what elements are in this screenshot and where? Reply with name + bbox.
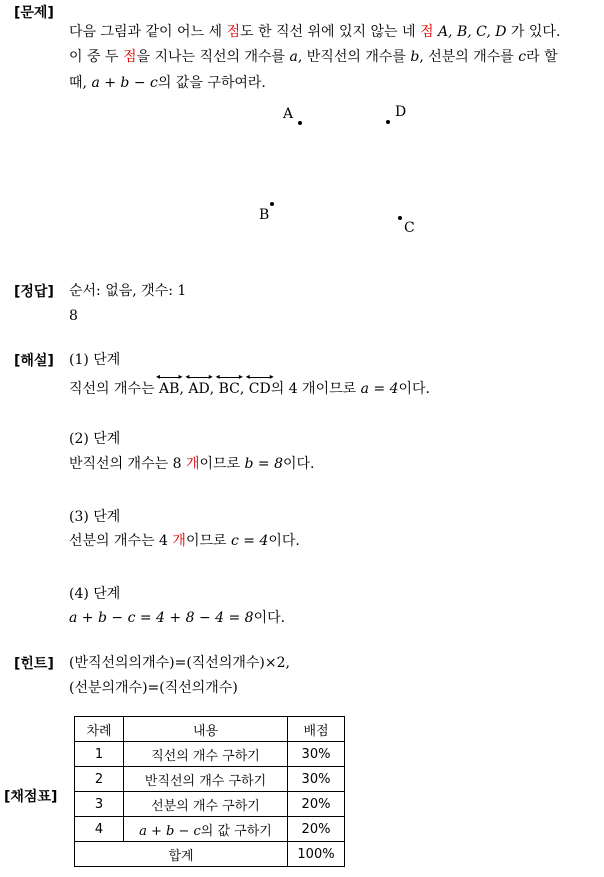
rubric-content: 선분의 개수 구하기: [124, 792, 288, 817]
rubric-num: 4: [75, 817, 124, 842]
point-d: [386, 120, 390, 124]
point-label-a: A: [283, 106, 294, 122]
line-cd: ◂ CD ▸: [245, 372, 274, 397]
point-b: [270, 202, 274, 206]
rubric-num: 3: [75, 792, 124, 817]
step4-title: (4) 단계: [69, 586, 121, 602]
point-label-b: B: [259, 207, 270, 223]
rubric-score: 20%: [288, 817, 345, 842]
hint-line-1: (반직선의의개수)=(직선의개수)×2,: [69, 655, 290, 671]
step3-text: 선분의 개수는 4 개이므로 c = 4이다.: [69, 533, 300, 549]
rubric-row: [75, 742, 345, 767]
rubric-row: [75, 792, 345, 817]
problem-line-3: 때, a + b − c의 값을 구하여라.: [69, 75, 266, 91]
step2-title: (2) 단계: [69, 431, 121, 447]
point-c: [398, 216, 402, 220]
answer-line-1: 순서: 없음, 갯수: 1: [69, 283, 187, 299]
solution-label: [해설]: [14, 353, 54, 369]
rubric-row: [75, 767, 345, 792]
rubric-score: 30%: [288, 767, 345, 792]
rubric-total-label: 합계: [75, 842, 288, 867]
rubric-total-score: 100%: [288, 842, 345, 867]
rubric-label: [채점표]: [4, 789, 58, 805]
rubric-score: 30%: [288, 742, 345, 767]
hint-label: [힌트]: [14, 656, 54, 672]
step3-title: (3) 단계: [69, 509, 121, 525]
problem-line-1: 다음 그림과 같이 어느 세 점도 한 직선 위에 있지 않는 네 점 A, B, C, D 가 있다.: [69, 24, 561, 40]
rubric-score: 20%: [288, 792, 345, 817]
rubric-header-score: 배점: [288, 717, 345, 742]
rubric-row: [75, 817, 345, 842]
step4-text: a + b − c = 4 + 8 − 4 = 8이다.: [69, 610, 286, 626]
rubric-total-row: [75, 842, 345, 867]
hint-line-2: (선분의개수)=(직선의개수): [69, 680, 238, 696]
problem-line-2: 이 중 두 점을 지나는 직선의 개수를 a, 반직선의 개수를 b, 선분의 개수를 c라 할: [69, 49, 558, 65]
line-bc: ◂ BC ▸: [215, 372, 243, 397]
rubric-header-content: 내용: [124, 717, 288, 742]
rubric-table: [74, 716, 345, 867]
line-ab: ◂ AB ▸: [156, 372, 183, 397]
answer-line-2: 8: [69, 308, 78, 324]
point-a: [298, 121, 302, 125]
rubric-content: 반직선의 개수 구하기: [124, 767, 288, 792]
line-ad: ◂ AD ▸: [185, 372, 213, 397]
point-label-d: D: [395, 104, 407, 120]
step2-text: 반직선의 개수는 8 개이므로 b = 8이다.: [69, 456, 315, 472]
rubric-content: 직선의 개수 구하기: [124, 742, 288, 767]
step1-text: 직선의 개수는 ◂ AB ▸ , ◂ AD ▸ , ◂ BC ▸ , ◂ CD ▸ 의 4 개이므로 a = 4이다.: [69, 372, 430, 397]
rubric-content: a + b − c의 값 구하기: [124, 817, 288, 842]
step1-title: (1) 단계: [69, 352, 121, 368]
rubric-header-num: 차례: [75, 717, 124, 742]
answer-label: [정답]: [14, 284, 54, 300]
rubric-num: 1: [75, 742, 124, 767]
rubric-num: 2: [75, 767, 124, 792]
rubric-header-row: [75, 717, 345, 742]
problem-label: [문제]: [14, 5, 54, 21]
point-label-c: C: [404, 220, 415, 236]
